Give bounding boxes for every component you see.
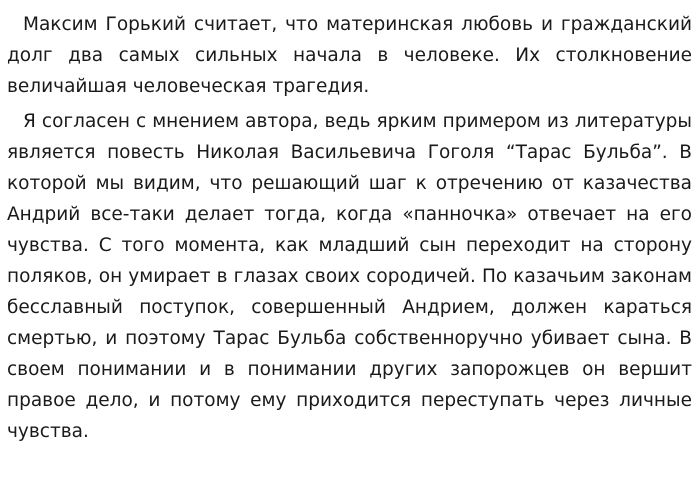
paragraph-1: Максим Горький считает, что материнская любовь и гражданский долг два самых сильных начала в человеке. Их столкновение величайшая человеческая трагедия.	[7, 14, 692, 97]
paragraph-2: Я согласен с мнением автора, ведь ярким примером из литературы является повесть Николая Васильевича Гоголя “Тарас Бульба”. В которой мы видим, что решающий шаг к отречению от казачества Андрий все-таки делает тогда, когда «панночка» отвечает на его чувства. С того момента, как младший сын переходит на сторону поляков, он умирает в глазах своих сородичей. По казачьим законам бесславный поступок, совершенный Андрием, должен караться смертью, и поэтому Тарас Бульба собственноручно убивает сына. В своем понимании и в понимании других запорожцев он вершит правое дело, и потому ему приходится переступать через личные чувства.	[7, 111, 692, 442]
